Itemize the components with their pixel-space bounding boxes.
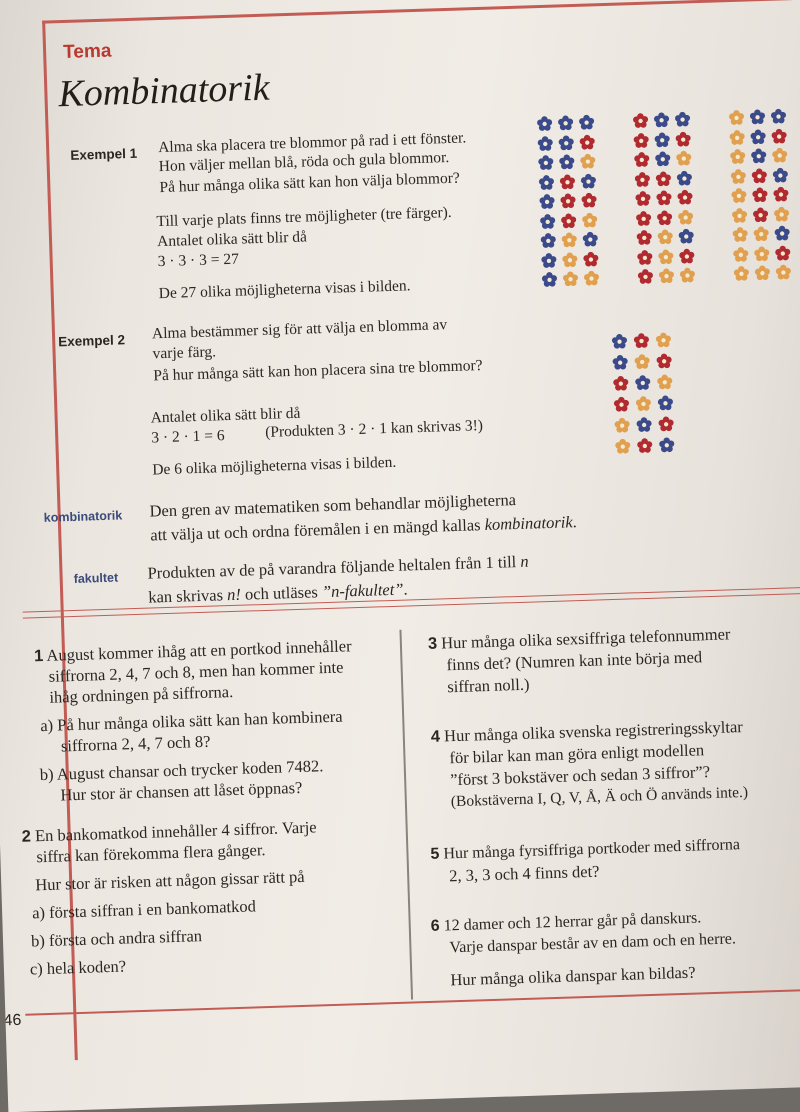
flower-icon: [556, 114, 575, 133]
flower-icon: [613, 416, 632, 435]
flower-icon: [540, 251, 559, 270]
flower-icon: [634, 374, 653, 393]
exercise-1-b: b) August chansar och trycker koden 7482.: [39, 756, 324, 785]
flower-icon: [633, 151, 652, 170]
flower-icon: [582, 250, 601, 269]
flower-icon: [674, 130, 693, 149]
flower-icon: [634, 395, 653, 414]
flower-icon: [612, 395, 631, 414]
flower-icon: [561, 270, 580, 289]
example-1-line: På hur många olika sätt kan hon välja blommor?: [159, 169, 461, 197]
flower-icon: [728, 128, 747, 147]
flower-icon: [657, 267, 676, 286]
flower-icon: [578, 133, 597, 152]
exercise-5-line: 2, 3, 3 och 4 finns det?: [448, 861, 600, 886]
flower-icon: [652, 111, 671, 130]
definition-label-kombinatorik: kombinatorik: [43, 508, 123, 525]
flower-icon: [633, 170, 652, 189]
flower-icon: [538, 212, 557, 231]
flower-icon: [537, 154, 556, 173]
flower-icon: [774, 244, 793, 263]
flower-icon: [753, 244, 772, 263]
example-2-line: De 6 olika möjligheterna visas i bilden.: [152, 453, 397, 479]
flower-icon: [561, 250, 580, 269]
example-2-note: (Produkten 3 · 2 · 1 kan skrivas 3!): [264, 417, 484, 441]
exercise-1-a-cont: siffrorna 2, 4, 7 och 8?: [60, 731, 211, 756]
flower-icon: [751, 186, 770, 205]
exercise-4-line: för bilar kan man göra enligt modellen: [449, 740, 705, 768]
exercise-2-line: Hur stor är risken att någon gissar rätt på: [34, 866, 305, 895]
flower-icon: [614, 437, 633, 456]
flower-icon: [632, 332, 651, 351]
flower-icon: [631, 112, 650, 131]
definition-text: Den gren av matematiken som behandlar möjligheterna: [149, 490, 517, 521]
flower-icon: [538, 193, 557, 212]
exercise-6-line: Varje danspar består av en dam och en herre.: [449, 930, 737, 957]
definition-label-fakultet: fakultet: [73, 570, 119, 586]
flower-icon: [655, 189, 674, 208]
flower-icon: [655, 208, 674, 227]
flower-icon: [657, 247, 676, 266]
flower-icon: [770, 146, 789, 165]
column-separator: [399, 630, 412, 1000]
exercise-1-a: a) På hur många olika sätt kan han kombinera: [39, 706, 343, 736]
flower-icon: [635, 229, 654, 248]
example-1-line: Alma ska placera tre blommor på rad i ett fönster.: [157, 129, 467, 157]
flower-icon: [580, 191, 599, 210]
flower-icon: [751, 205, 770, 224]
flower-icon: [536, 134, 555, 153]
exercise-6-line: Hur många olika danspar kan bildas?: [450, 962, 696, 990]
flower-icon: [537, 173, 556, 192]
flower-icon: [636, 248, 655, 267]
flower-icon: [636, 437, 655, 456]
flower-icon: [653, 130, 672, 149]
flower-icon: [770, 127, 789, 146]
flower-icon: [774, 263, 793, 282]
exercise-1-line: ihåg ordningen på siffrorna.: [49, 682, 234, 707]
flower-icon: [581, 230, 600, 249]
flower-icon: [675, 169, 694, 188]
flower-icon: [539, 232, 558, 251]
flower-icon: [675, 149, 694, 168]
flower-icon: [732, 245, 751, 264]
flower-icon: [611, 353, 630, 372]
flower-icon: [612, 374, 631, 393]
exercise-6: 6 12 damer och 12 herrar går på danskurs.: [430, 909, 702, 935]
example-2-line: På hur många sätt kan hon placera sina tre blommor?: [153, 357, 483, 385]
flower-icon: [773, 224, 792, 243]
definition-text: Produkten av de på varandra följande heltalen från 1 till n: [147, 551, 529, 583]
example-2-label: Exempel 2: [58, 332, 126, 350]
flower-icon: [750, 166, 769, 185]
example-1-label: Exempel 1: [70, 145, 138, 163]
flower-icon: [732, 265, 751, 284]
example-1-line: De 27 olika möjligheterna visas i bilden.: [158, 277, 411, 303]
flower-icon: [559, 192, 578, 211]
exercise-2-line: siffra kan förekomma flera gånger.: [36, 840, 266, 867]
flower-icon: [769, 107, 788, 126]
flower-icon: [535, 115, 554, 134]
flower-icon: [654, 331, 673, 350]
flower-icon: [731, 226, 750, 245]
exercise-3-line: finns det? (Numren kan inte börja med: [446, 647, 703, 675]
flower-icon: [559, 211, 578, 230]
flower-icon: [635, 416, 654, 435]
flower-icon: [557, 133, 576, 152]
flower-icon: [678, 247, 697, 266]
page-title: Kombinatorik: [57, 66, 271, 116]
exercise-5: 5 Hur många fyrsiffriga portkoder med siffrorna: [430, 836, 741, 863]
flower-icon: [676, 208, 695, 227]
flower-icon: [632, 131, 651, 150]
definition-text: att välja ut och ordna föremålen i en mängd kallas kombinatorik.: [150, 512, 578, 545]
exercise-1: 1 August kommer ihåg att en portkod innehåller: [33, 636, 352, 666]
exercise-2-c: c) hela koden?: [29, 956, 127, 979]
flower-icon: [772, 185, 791, 204]
example-1-line: Till varje plats finns tre möjligheter (tre färger).: [156, 203, 452, 231]
exercise-3-line: siffran noll.): [446, 674, 530, 697]
exercise-4: 4 Hur många olika svenska registreringsskyltar: [430, 717, 744, 746]
exercise-2: 2 En bankomatkod innehåller 4 siffror. Varje: [21, 817, 317, 846]
flower-icon: [579, 172, 598, 191]
example-2-equation: 3 · 2 · 1 = 6: [151, 427, 225, 447]
flower-icon: [753, 264, 772, 283]
exercise-2-b: b) första och andra siffran: [30, 926, 203, 951]
flower-icon: [558, 172, 577, 191]
definition-text: kan skrivas n! och utläses ”n-fakultet”.: [148, 579, 408, 607]
exercise-4-line: (Bokstäverna I, Q, V, Å, Ä och Ö används inte.): [450, 783, 749, 811]
flower-icon: [634, 190, 653, 209]
exercise-4-line: ”först 3 bokstäver och sedan 3 siffror”?: [449, 762, 711, 790]
section-tag: Tema: [62, 40, 112, 64]
section-divider: [23, 587, 800, 619]
flower-icon: [655, 352, 674, 371]
flower-icon: [749, 127, 768, 146]
exercise-3: 3 Hur många olika sexsiffriga telefonnummer: [427, 624, 731, 653]
flower-icon: [657, 415, 676, 434]
flower-icon: [727, 109, 746, 128]
flower-icon: [656, 394, 675, 413]
exercise-2-a: a) första siffran i en bankomatkod: [31, 896, 257, 923]
flower-icon: [748, 108, 767, 127]
flower-icon: [729, 167, 748, 186]
flower-icon: [730, 206, 749, 225]
example-2-line: varje färg.: [152, 343, 217, 363]
flower-icon: [658, 436, 677, 455]
flower-icon: [654, 169, 673, 188]
flower-icon: [560, 231, 579, 250]
flower-icon: [730, 187, 749, 206]
flower-icon: [610, 332, 629, 351]
example-1-line: Hon väljer mellan blå, röda och gula blommor.: [158, 148, 450, 176]
example-1-equation: 3 · 3 · 3 = 27: [157, 250, 240, 271]
flower-icon: [656, 373, 675, 392]
flower-icon: [749, 147, 768, 166]
flower-icon: [579, 152, 598, 171]
flower-icon: [772, 205, 791, 224]
flower-icon: [558, 153, 577, 172]
page-frame-top: [42, 0, 792, 24]
bottom-rule: [25, 989, 800, 1016]
flower-icon: [582, 269, 601, 288]
flower-icon: [752, 225, 771, 244]
example-1-line: Antalet olika sätt blir då: [156, 228, 308, 251]
flower-icon: [577, 113, 596, 132]
flower-icon: [636, 268, 655, 287]
flower-icon: [540, 271, 559, 290]
flower-icon: [677, 227, 696, 246]
flower-icon: [656, 228, 675, 247]
example-2-line: Antalet olika sätt blir då: [150, 404, 301, 427]
flower-icon: [678, 266, 697, 285]
flower-icon: [771, 166, 790, 185]
exercise-1-b-cont: Hur stor är chansen att låset öppnas?: [60, 777, 303, 805]
example-2-line: Alma bestämmer sig för att välja en blomma av: [151, 316, 448, 343]
flower-icon: [673, 110, 692, 129]
flower-icon: [633, 353, 652, 372]
flower-icon: [676, 188, 695, 207]
page-number: 46: [3, 1011, 22, 1030]
flower-icon: [728, 148, 747, 167]
flower-icon: [654, 150, 673, 169]
exercise-1-line: siffrorna 2, 4, 7 och 8, men han kommer inte: [48, 657, 344, 686]
flower-icon: [580, 211, 599, 230]
flower-icon: [634, 209, 653, 228]
